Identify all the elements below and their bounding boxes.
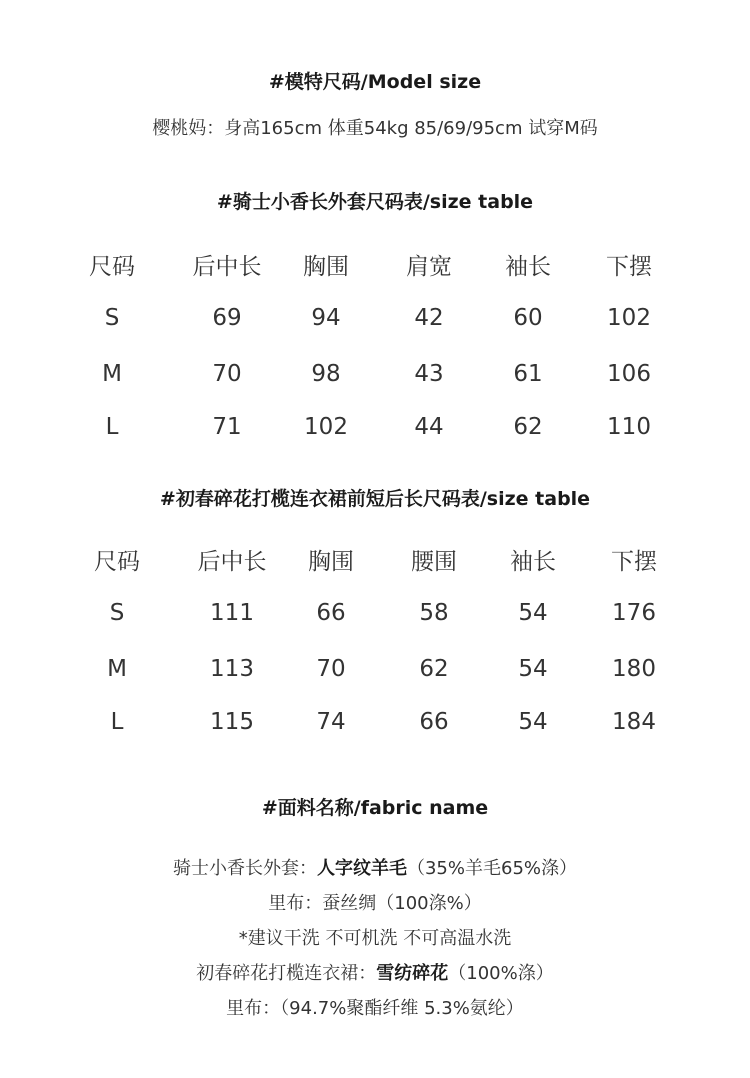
coat-header-hem: 下摆	[606, 254, 652, 280]
table-cell: L	[105, 414, 119, 440]
fabric-coat-lining: 里布：蚕丝绸（100涤%）	[268, 893, 482, 914]
fabric-care-note: *建议干洗 不可机洗 不可高温水洗	[238, 928, 512, 949]
table-cell: 62	[419, 656, 449, 682]
fabric-coat-composition: （35%羊毛65%涤）	[406, 858, 577, 879]
dress-table-row	[0, 652, 750, 686]
table-cell: S	[104, 305, 120, 331]
table-cell: 43	[414, 361, 444, 387]
table-cell: 102	[304, 414, 348, 440]
fabric-dress-prefix: 初春碎花打榄连衣裙：	[196, 963, 377, 984]
dress-header-size: 尺码	[94, 549, 140, 575]
coat-header-back-length: 后中长	[192, 254, 262, 280]
model-size-title: #模特尺码/Model size	[268, 71, 482, 93]
table-cell: 111	[210, 600, 254, 626]
table-cell: 102	[607, 305, 651, 331]
dress-table-header-row	[0, 545, 750, 579]
table-cell: M	[102, 361, 122, 387]
table-cell: 110	[607, 414, 651, 440]
coat-header-bust: 胸围	[303, 254, 349, 280]
table-cell: 94	[311, 305, 341, 331]
table-cell: 113	[210, 656, 254, 682]
dress-header-bust: 胸围	[308, 549, 354, 575]
fabric-dress-line	[0, 959, 750, 985]
dress-header-waist: 腰围	[411, 549, 457, 575]
table-cell: 66	[316, 600, 346, 626]
table-cell: 176	[612, 600, 656, 626]
fabric-coat-material: 人字纹羊毛	[316, 858, 407, 879]
table-cell: 70	[212, 361, 242, 387]
table-cell: M	[107, 656, 127, 682]
table-cell: 71	[212, 414, 242, 440]
coat-header-shoulder: 肩宽	[406, 254, 452, 280]
table-cell: 61	[513, 361, 543, 387]
model-size-info: 樱桃妈：身高165cm 体重54kg 85/69/95cm 试穿M码	[152, 118, 598, 139]
fabric-dress-lining: 里布：（94.7%聚酯纤维 5.3%氨纶）	[226, 998, 524, 1019]
fabric-dress-composition: （100%涤）	[448, 963, 554, 984]
table-cell: L	[110, 709, 124, 735]
table-cell: 184	[612, 709, 656, 735]
table-cell: 115	[210, 709, 254, 735]
table-cell: 74	[316, 709, 346, 735]
dress-table-row	[0, 596, 750, 630]
table-cell: 180	[612, 656, 656, 682]
dress-header-sleeve: 袖长	[510, 549, 556, 575]
table-cell: 58	[419, 600, 449, 626]
fabric-coat-line	[0, 854, 750, 880]
table-cell: 69	[212, 305, 242, 331]
dress-header-hem: 下摆	[611, 549, 657, 575]
table-cell: S	[109, 600, 125, 626]
table-cell: 98	[311, 361, 341, 387]
table-cell: 60	[513, 305, 543, 331]
coat-header-sleeve: 袖长	[505, 254, 551, 280]
table-cell: 62	[513, 414, 543, 440]
fabric-coat-prefix: 骑士小香长外套：	[172, 858, 317, 879]
table-cell: 66	[419, 709, 449, 735]
fabric-title: #面料名称/fabric name	[261, 797, 489, 819]
fabric-dress-material: 雪纺碎花	[376, 963, 449, 984]
coat-table-row	[0, 410, 750, 444]
table-cell: 54	[518, 600, 548, 626]
coat-table-title: #骑士小香长外套尺码表/size table	[216, 191, 534, 213]
table-cell: 70	[316, 656, 346, 682]
dress-table-title: #初春碎花打榄连衣裙前短后长尺码表/size table	[159, 488, 591, 510]
table-cell: 42	[414, 305, 444, 331]
dress-header-back-length: 后中长	[197, 549, 267, 575]
table-cell: 54	[518, 656, 548, 682]
coat-table-row	[0, 357, 750, 391]
coat-table-row	[0, 301, 750, 335]
coat-table-header-row	[0, 250, 750, 284]
coat-header-size: 尺码	[89, 254, 135, 280]
table-cell: 54	[518, 709, 548, 735]
dress-table-row	[0, 705, 750, 739]
table-cell: 106	[607, 361, 651, 387]
table-cell: 44	[414, 414, 444, 440]
